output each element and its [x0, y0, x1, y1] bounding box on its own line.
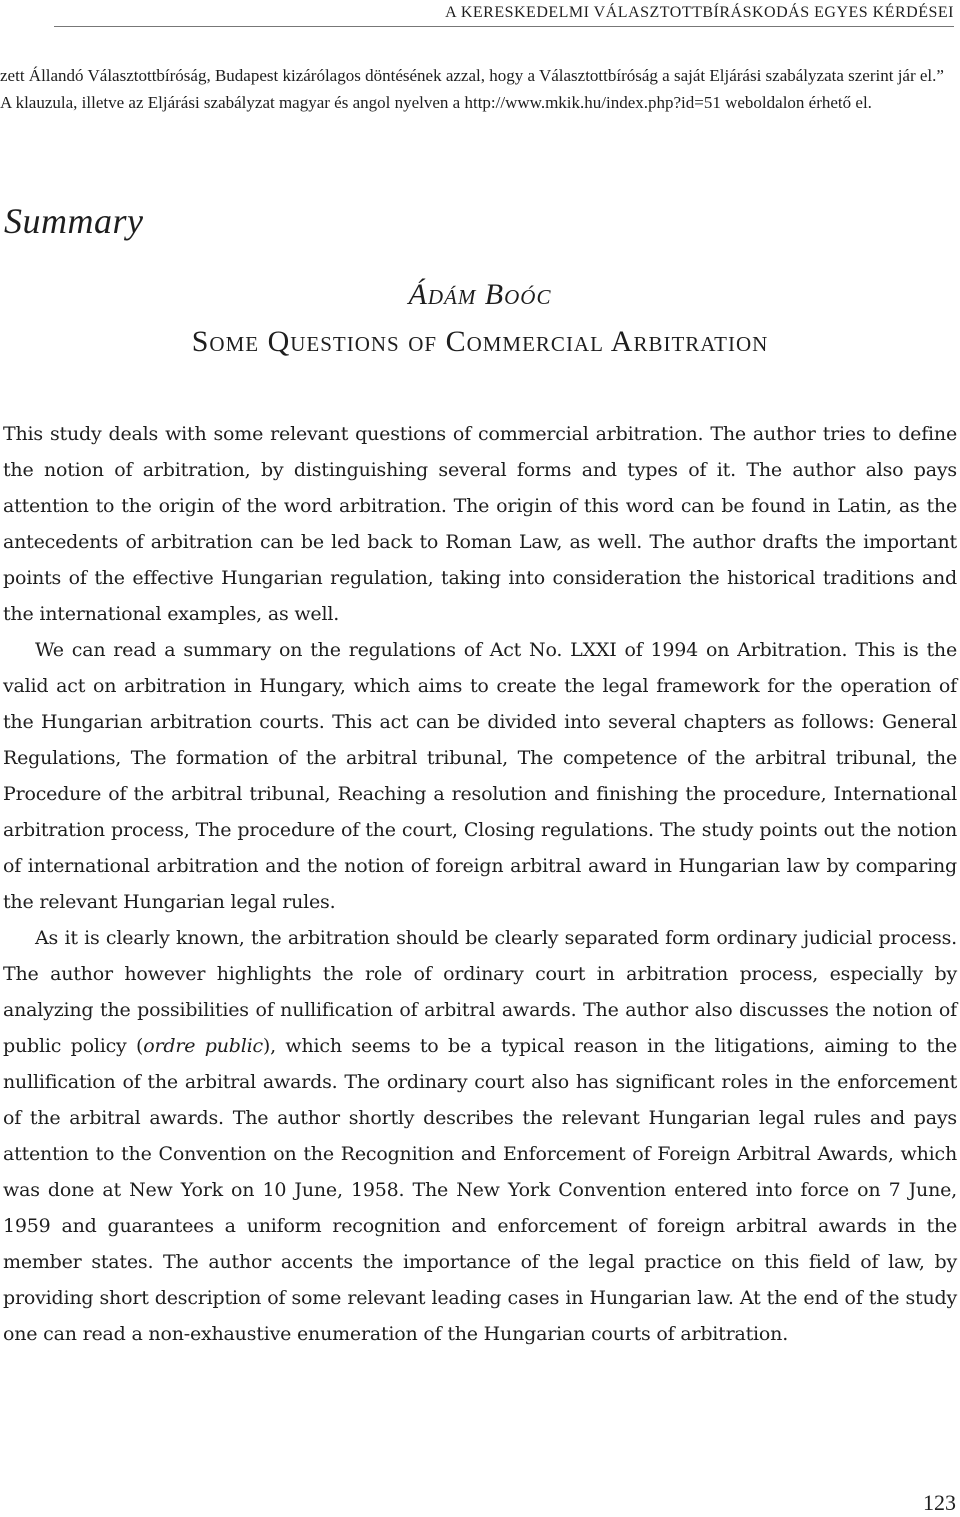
summary-paragraph-3: [3, 920, 957, 1352]
ordre-public-term: ordre public: [143, 1035, 263, 1057]
summary-paragraph-1: This study deals with some relevant questions of commercial arbitration. The author tries to define the notion of arbitration, by distinguishing several forms and types of it. The author also pays attention to the origin of the word arbitration. The origin of this word can be found in Latin, as the antecedents of arbitration can be led back to Roman Law, as well. The author drafts the important points of the effective Hungarian regulation, taking into consideration the historical traditions and the international examples, as well.: [3, 423, 957, 625]
summary-body: [3, 416, 957, 1352]
summary-paragraph-3-start: As it is clearly known, the arbitration should be clearly separated form ordinary judicial process. The author however highlights the role of ordinary court in arbitration process, especially by analyzing the possibilities of nullification of arbitral awards. The author also discusses the notion of public policy (: [3, 927, 957, 1057]
summary-paragraph-3-end: ), which seems to be a typical reason in the litigations, aiming to the nullification of the arbitral awards. The ordinary court also has significant roles in the enforcement of the arbitral awards. The author shortly describes the relevant Hungarian legal rules and pays attention to the Convention on the Recognition and Enforcement of Foreign Arbitral Awards, which was done at New York on 10 June, 1958. The New York Convention entered into force on 7 June, 1959 and guarantees a uniform recognition and enforcement of foreign arbitral awards in the member states. The author accents the importance of the legal practice on this field of law, by providing short description of some relevant leading cases in Hungarian law. At the end of the study one can read a non-exhaustive enumeration of the Hungarian courts of arbitration.: [3, 1035, 957, 1345]
section-title: Summary: [4, 201, 144, 241]
running-header: A KERESKEDELMI VÁLASZTOTTBÍRÁSKODÁS EGYES KÉRDÉSEI: [54, 0, 954, 27]
page-number: 123: [923, 1490, 956, 1515]
article-title: Some Questions of Commercial Arbitration: [191, 325, 769, 358]
author-name: Ádám Boóc: [408, 278, 552, 311]
intro-paragraph: zett Állandó Választottbíróság, Budapest kizárólagos döntésének azzal, hogy a Választottbíróság a saját Eljárási szabályzata szerint jár el.” A klauzula, illetve az Eljárási szabályzat magyar és angol nyelven a http://www.mkik.hu/index.php?id=51 weboldalon érhető el.: [0, 66, 944, 112]
summary-paragraph-2: We can read a summary on the regulations of Act No. LXXI of 1994 on Arbitration. This is the valid act on arbitration in Hungary, which aims to create the legal framework for the operation of the Hungarian arbitration courts. This act can be divided into several chapters as follows: General Regulations, The formation of the arbitral tribunal, The competence of the arbitral tribunal, the Procedure of the arbitral tribunal, Reaching a resolution and finishing the procedure, International arbitration process, The procedure of the court, Closing regulations. The study points out the notion of international arbitration and the notion of foreign arbitral award in Hungarian law by comparing the relevant Hungarian legal rules.: [3, 639, 957, 913]
